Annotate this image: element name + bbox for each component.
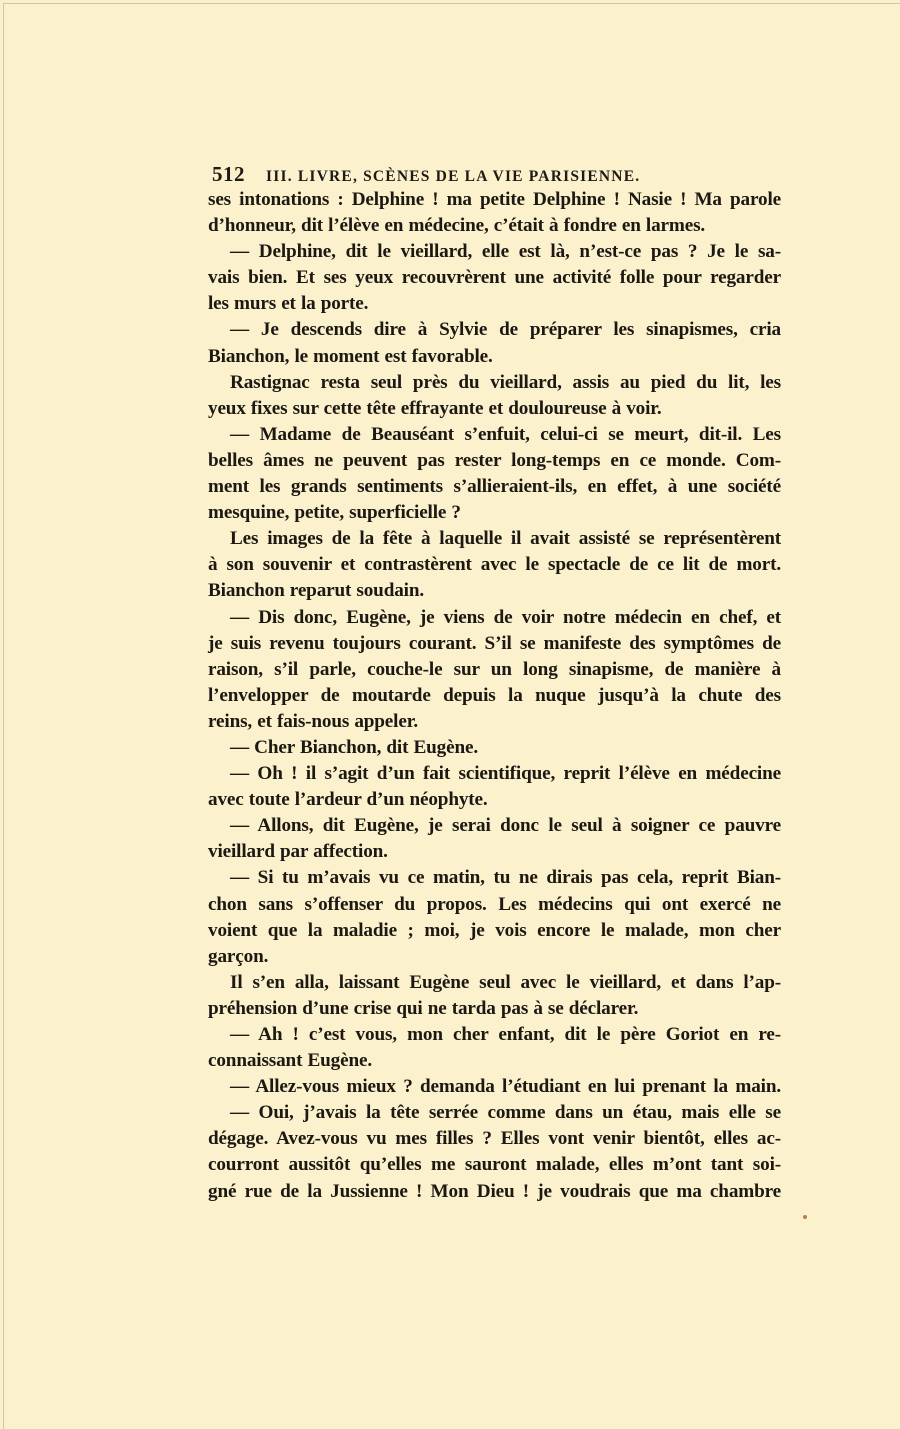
text-line: vieillard par affection. [208, 841, 388, 863]
text-line: Bianchon reparut soudain. [208, 580, 425, 602]
text-line: raison, s’il parle, couche-le sur un long sinapisme, de manière à [208, 658, 781, 680]
text-line: — Si tu m’avais vu ce matin, tu ne dirais pas cela, reprit Bian- [230, 867, 781, 889]
text-line: gné rue de la Jussienne ! Mon Dieu ! je voudrais que ma chambre [208, 1180, 781, 1202]
text-line: voient que la maladie ; moi, je vois encore le malade, mon cher [208, 919, 781, 941]
text-line: ses intonations : Delphine ! ma petite Delphine ! Nasie ! Ma parole [208, 189, 781, 210]
text-line: Il s’en alla, laissant Eugène seul avec le vieillard, et dans l’ap- [230, 971, 781, 993]
text-line: chon sans s’offenser du propos. Les médecins qui ont exercé ne [208, 893, 781, 915]
text-line: l’envelopper de moutarde depuis la nuque jusqu’à la chute des [208, 684, 781, 706]
text-line: Les images de la fête à laquelle il avait assisté se représentèrent [230, 528, 781, 550]
page-number: 512 [212, 162, 245, 186]
text-line: mesquine, petite, superficielle ? [208, 502, 461, 524]
text-line: Rastignac resta seul près du vieillard, assis au pied du lit, les [230, 371, 781, 393]
text-line: — Dis donc, Eugène, je viens de voir notre médecin en chef, et [230, 606, 781, 628]
text-line: — Ah ! c’est vous, mon cher enfant, dit le père Goriot en re- [230, 1024, 781, 1045]
text-line: vais bien. Et ses yeux recouvrèrent une activité folle pour regarder [208, 267, 781, 289]
text-line: reins, et fais-nous appeler. [208, 710, 418, 732]
text-line: — Allez-vous mieux ? demanda l’étudiant en lui prenant la main. [230, 1076, 781, 1098]
text-line: Bianchon, le moment est favorable. [208, 345, 493, 367]
paper-speck [803, 1215, 807, 1219]
text-line: — Madame de Beauséant s’enfuit, celui-ci se meurt, dit-il. Les [230, 423, 781, 445]
text-line: dégage. Avez-vous vu mes filles ? Elles vont venir bientôt, elles ac- [208, 1128, 781, 1150]
running-head: III. LIVRE, SCÈNES DE LA VIE PARISIENNE. [266, 168, 641, 185]
text-line: je suis revenu toujours courant. S’il se manifeste des symptômes de [208, 632, 781, 654]
text-line: courront aussitôt qu’elles me sauront malade, elles m’ont tant soi- [208, 1154, 781, 1176]
text-line: avec toute l’ardeur d’un néophyte. [208, 789, 488, 811]
text-line: d’honneur, dit l’élève en médecine, c’était à fondre en larmes. [208, 215, 706, 237]
text-line: — Cher Bianchon, dit Eugène. [230, 736, 478, 758]
text-line: — Je descends dire à Sylvie de préparer les sinapismes, cria [230, 319, 781, 341]
text-line: yeux fixes sur cette tête effrayante et douloureuse à voir. [208, 397, 662, 419]
text-line: belles âmes ne peuvent pas rester long-temps en ce monde. Com- [208, 449, 781, 471]
text-line: — Oui, j’avais la tête serrée comme dans un étau, mais elle se [230, 1102, 781, 1124]
text-line: ment les grands sentiments s’allieraient-ils, en effet, à une société [208, 476, 781, 498]
text-line: garçon. [208, 945, 269, 967]
text-line: — Allons, dit Eugène, je serai donc le seul à soigner ce pauvre [230, 815, 781, 837]
text-line: — Oh ! il s’agit d’un fait scientifique, reprit l’élève en médecine [230, 763, 781, 785]
body-text [208, 187, 781, 1205]
text-line: connaissant Eugène. [208, 1050, 372, 1072]
text-line: à son souvenir et contrastèrent avec le spectacle de ce lit de mort. [208, 554, 781, 576]
text-line: préhension d’une crise qui ne tarda pas à se déclarer. [208, 997, 639, 1019]
text-line: les murs et la porte. [208, 293, 369, 315]
page-header [212, 162, 792, 187]
text-line: — Delphine, dit le vieillard, elle est là, n’est-ce pas ? Je le sa- [230, 241, 781, 263]
